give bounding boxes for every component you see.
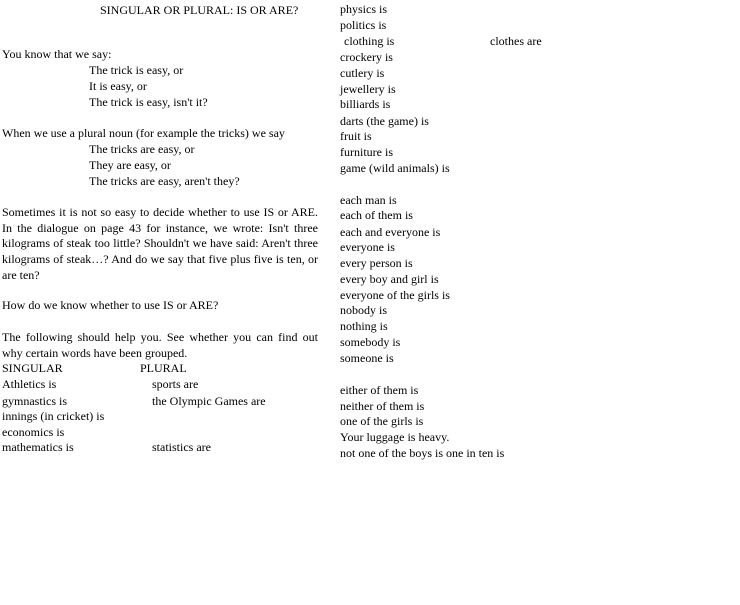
list-item: neither of them is (340, 399, 425, 413)
explanation-paragraph: Sometimes it is not so easy to decide whether to use IS or ARE. In the dialogue on page 43 for instance, we wrote: Isn't three kilograms of steak too little? Shouldn't we have said: Aren't three kilograms of steak…? And do we say that five plus five is ten, or are ten? (2, 205, 318, 282)
list-item: clothing is (344, 34, 395, 48)
plural-item: sports are (152, 377, 199, 391)
singular-item: Athletics is (2, 377, 57, 391)
list-item: each man is (340, 193, 397, 207)
list-item: each and everyone is (340, 225, 441, 239)
singular-item: mathematics is (2, 440, 74, 454)
list-item: nobody is (340, 303, 388, 317)
plural-example: They are easy, or (89, 158, 171, 172)
list-item: game (wild animals) is (340, 161, 450, 175)
help-paragraph: The following should help you. See whether you can find out why certain words have been grouped. (2, 330, 318, 360)
plural-item: the Olympic Games are (152, 394, 266, 408)
list-item: one of the girls is (340, 414, 424, 428)
singular-header: SINGULAR (2, 361, 63, 375)
singular-item: innings (in cricket) is (2, 409, 105, 423)
plural-item: statistics are (152, 440, 211, 454)
singular-example: It is easy, or (89, 79, 147, 93)
list-item: physics is (340, 2, 388, 16)
list-item: someone is (340, 351, 394, 365)
list-item: not one of the boys is one in ten is (340, 446, 505, 460)
list-item: crockery is (340, 50, 393, 64)
list-item: every person is (340, 256, 413, 270)
list-item: fruit is (340, 129, 372, 143)
list-item: darts (the game) is (340, 114, 429, 128)
list-item: either of them is (340, 383, 419, 397)
list-item: everyone is (340, 240, 395, 254)
list-item: nothing is (340, 319, 388, 333)
plural-example: The tricks are easy, aren't they? (89, 174, 240, 188)
list-item: Your luggage is heavy. (340, 430, 450, 444)
intro-text: You know that we say: (2, 47, 112, 61)
singular-item: economics is (2, 425, 65, 439)
list-item: clothes are (490, 34, 542, 48)
singular-item: gymnastics is (2, 394, 67, 408)
list-item: politics is (340, 18, 387, 32)
list-item: billiards is (340, 97, 391, 111)
page-title: SINGULAR OR PLURAL: IS OR ARE? (100, 3, 299, 17)
list-item: everyone of the girls is (340, 288, 450, 302)
list-item: jewellery is (340, 82, 396, 96)
question-text: How do we know whether to use IS or ARE? (2, 298, 219, 312)
list-item: cutlery is (340, 66, 385, 80)
singular-example: The trick is easy, isn't it? (89, 95, 208, 109)
plural-header: PLURAL (140, 361, 187, 375)
list-item: furniture is (340, 145, 393, 159)
plural-example: The tricks are easy, or (89, 142, 195, 156)
plural-intro-text: When we use a plural noun (for example the tricks) we say (2, 126, 285, 140)
singular-example: The trick is easy, or (89, 63, 184, 77)
list-item: every boy and girl is (340, 272, 439, 286)
list-item: each of them is (340, 208, 413, 222)
list-item: somebody is (340, 335, 401, 349)
